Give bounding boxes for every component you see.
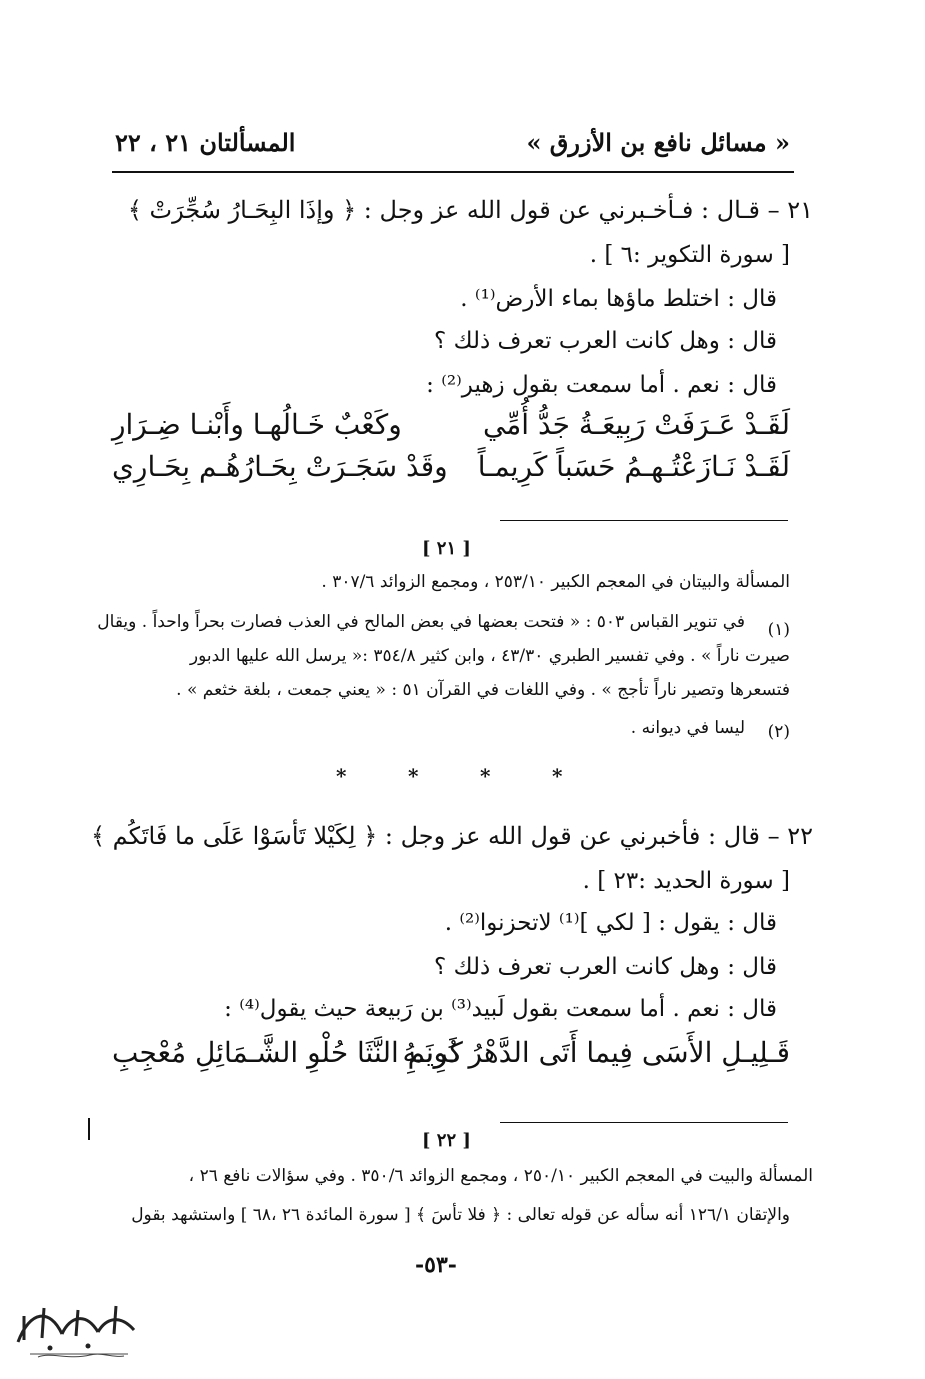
q21-verse2-second-hemistich: وقَدْ سَجَـرَتْ بِحَـارُهُـم بِحَـارِي [112,450,448,483]
header-rule [112,171,794,173]
footnote-heading-21: [ ٢١ ] [422,538,471,559]
q21-answer: قال : اختلط ماؤها بماء الأرض⁽¹⁾ . [460,286,777,312]
q21-verse2-first-hemistich: لَقَـدْ نَـازَعْتُـهـمُ حَسَباً كَرِيمـاً [477,450,790,483]
q22-line1: ٢٢ – قال : فأخبرني عن قول الله عز وجل : ﴿ لِكَيْلا تَأسَوْا عَلَى ما فَاتَكُم ﴾ [90,822,813,850]
footnote-21-note1-line1: في تنوير القباس ٥٠٣ : « فتحت بعضها في بعض المالح في العذب فصارت بحراً واحداً . ويقال [97,612,745,632]
q21-line1: ٢١ – قـال : فـأخـبرني عن قول الله عز وجل : ﴿ وإذَا البِحَـارُ سُجِّرَتْ ﴾ [127,196,813,224]
footnote-21-number-2: (٢) [767,722,790,742]
q22-reference: [ سورة الحديد :٢٣ ] . [582,868,790,894]
q22-answer: قال : يقول : [ لكي ]⁽¹⁾ لاتحزنوا⁽²⁾ . [444,910,777,936]
separator-star: * [480,764,491,788]
q21-verse1-second-hemistich: وكَعْبٌ خَـالُهـا وأَبْنـا ضِـرَارِ [112,408,402,441]
footnote-21-note1-line3: فتسعرها وتصير ناراً تأجج » . وفي اللغات في القرآن ٥١ : « يعني جمعت ، بلغة خثعم » . [176,680,790,700]
footnote-22-line2: والإتقان ١٢٦/١ أنه سأله عن قوله تعالى : ﴿ فلا تأسَ ﴾ [ سورة المائدة ٢٦ ،٦٨ ] واستشهد بقول [131,1205,790,1225]
footnote-21-note2: ليسا في ديوانه . [630,718,745,738]
margin-mark [88,1118,90,1140]
footnote-rule-21 [500,520,788,521]
footnote-21-number-1: (١) [767,620,790,640]
section-separator [0,764,925,790]
q21-reply: قال : نعم . أما سمعت بقول زهير⁽²⁾ : [426,372,777,398]
separator-star: * [552,764,563,788]
q21-question: قال : وهل كانت العرب تعرف ذلك ؟ [434,328,777,354]
footnote-heading-22: [ ٢٢ ] [422,1130,471,1151]
footnote-21-note1-line2: صيرت ناراً » . وفي تفسير الطبري ٤٣/٣٠ ، وابن كثير ٣٥٤/٨ :« يرسل الله عليها الدبور [189,646,790,666]
header-left: المسألتان ٢١ ، ٢٢ [115,128,296,157]
q22-reply: قال : نعم . أما سمعت بقول لَبيد⁽³⁾ بن رَبيعة حيث يقول⁽⁴⁾ : [224,996,777,1022]
q21-reference: [ سورة التكوير :٦ ] . [589,242,790,268]
separator-star: * [408,764,419,788]
library-stamp-logo [10,1290,145,1360]
footnote-rule-22 [500,1122,788,1123]
footnote-21-source: المسألة والبيتان في المعجم الكبير ٢٥٣/١٠ ، ومجمع الزوائد ٣٠٧/٦ . [321,572,790,592]
q22-question: قال : وهل كانت العرب تعرف ذلك ؟ [434,954,777,980]
q21-verse1-first-hemistich: لَقَـدْ عَـرَفَتْ رَبِيعَـةُ جَدُّ أُمِّي [482,408,790,441]
q22-verse1-second-hemistich: كَرِيمِ النَّثَا حُلْوِ الشَّـمَائِلِ مُعْجِبِ [112,1036,463,1069]
page-number: -٥٣- [415,1252,457,1278]
header-right: « مسائل نافع بن الأزرق » [526,128,790,157]
footnote-22-line1: المسألة والبيت في المعجم الكبير ٢٥٠/١٠ ، ومجمع الزوائد ٣٥٠/٦ . وفي سؤالات نافع ٢٦ ، [188,1166,813,1186]
q22-verse1-first-hemistich: قَـلِيـلِ الأَسَى فِيما أَتَى الدَّهْرُ دُونَـهُ [402,1036,790,1069]
separator-star: * [336,764,347,788]
